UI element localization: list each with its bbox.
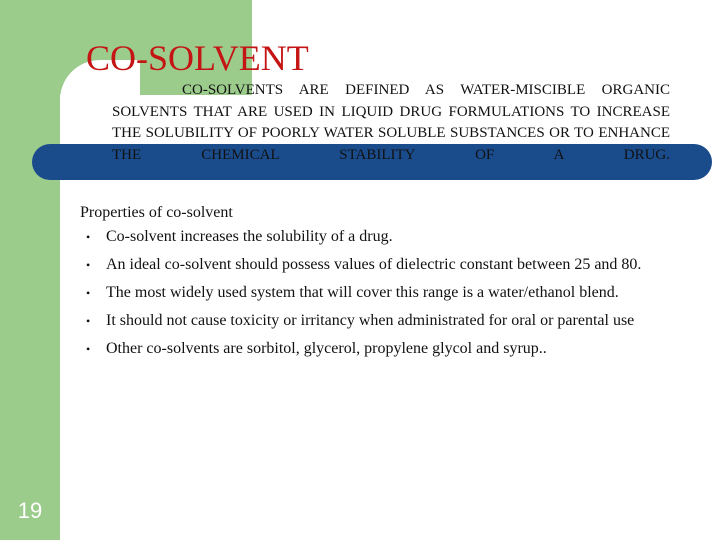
bullet-icon: •	[86, 258, 91, 272]
list-item	[80, 337, 680, 361]
list-item-text: It should not cause toxicity or irritancy when administrated for oral or parental use	[106, 312, 635, 329]
bullet-icon: •	[86, 286, 91, 300]
bullet-icon: •	[86, 314, 91, 328]
list-item-text: Co-solvent increases the solubility of a drug.	[106, 228, 393, 245]
slide-number: 19	[17, 498, 43, 523]
list-item	[80, 225, 680, 249]
properties-heading: Properties of co-solvent	[80, 204, 233, 221]
list-item-text: Other co-solvents are sorbitol, glycerol, propylene glycol and syrup..	[106, 340, 547, 357]
properties-list	[80, 225, 680, 361]
definition-paragraph: CO-SOLVENTS ARE DEFINED AS WATER-MISCIBLE ORGANIC SOLVENTS THAT ARE USED IN LIQUID DRUG FORMULATIONS TO INCREASE THE SOLUBILITY OF POORLY WATER SOLUBLE SUBSTANCES OR TO ENHANCE THE CHEMICAL STABILITY OF A DRUG.	[112, 82, 670, 163]
list-item	[80, 309, 680, 333]
slide-title: CO-SOLVENT	[86, 38, 309, 78]
list-item	[80, 281, 680, 305]
left-green-rail	[0, 0, 60, 540]
properties-section	[80, 201, 680, 365]
bullet-icon: •	[86, 342, 91, 356]
list-item-text: The most widely used system that will cover this range is a water/ethanol blend.	[106, 284, 619, 301]
list-item-text: An ideal co-solvent should possess values of dielectric constant between 25 and 80.	[106, 256, 642, 273]
list-item	[80, 253, 680, 277]
bullet-icon: •	[86, 230, 91, 244]
